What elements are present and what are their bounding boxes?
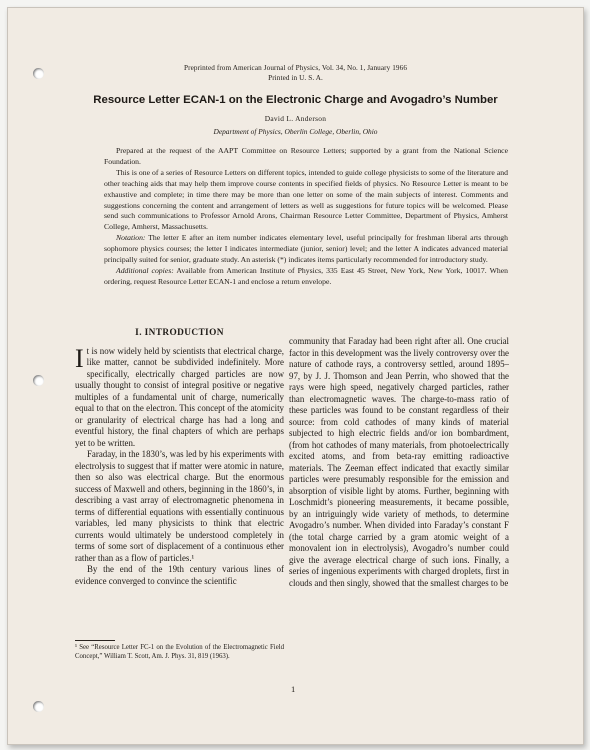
binder-hole — [33, 701, 44, 712]
author-name: David L. Anderson — [264, 114, 327, 123]
paragraph: community that Faraday had been right after all. One crucial factor in this development was the lively controversy over the nature of cathode rays, a controversy settled, around 1895–97, by J. J. Thomson and Jean Perrin, who showed that the rays were high speed, negatively charged particles, rather than electromagnetic waves. The charge-to-mass ratio of these particles was found to be constant regardless of their source: from cold cathodes of many kinds of material subjected to high electric fields and/or ion bombardment, (from hot cathodes of many materials, from photoelectrically excited atoms, and from beta-ray emitting radioactive materials. The Zeeman effect indicated that exactly similar particles were presumably responsible for the emission and absorption of visible light by atoms. Further, beginning with Loschmidt’s pioneering measurements, it became possible, by an intriguingly wide variety of methods, to determine Avogadro’s number. When divided into Faraday’s constant F (the total charge carried by a gram atomic weight of a monovalent ion in electrolysis), Avogadro’s number could give the average electrical charge of such ions. Finally, a series of ingenious experiments with charged droplets, first in clouds and then singly, showed that the smallest charges to be — [289, 336, 509, 588]
footnote-rule — [75, 640, 115, 641]
additional-copies-note — [104, 266, 508, 288]
paragraph: By the end of the 19th century various lines of evidence converged to convince the scientific — [75, 564, 284, 586]
additional-copies-text: Available from American Institute of Physics, 335 East 45 Street, New York, New York, 10017. When ordering, request Resource Letter ECAN-1 and enclose a return envelope. — [104, 265, 508, 286]
right-column — [289, 336, 509, 589]
additional-copies-label: Additional copies: — [116, 265, 174, 275]
document-page — [7, 7, 584, 745]
drop-cap: I — [75, 343, 84, 373]
page-number: 1 — [291, 684, 296, 694]
notation-text: The letter E after an item number indicates elementary level, useful principally for freshman liberal arts through sophomore physics courses; the letter I indicates intermediate (junior, senior) level; and the letter A indicates advanced material principally suited for senior, graduate study. An asterisk (*) indicates items particularly recommended for introductory study. — [104, 233, 508, 265]
notation-note — [104, 233, 508, 266]
intro-block — [104, 146, 508, 288]
printed-line: Printed in U. S. A. — [268, 74, 323, 82]
paragraph: It is now widely held by scientists that electrical charge, like matter, cannot be subdivided indefinitely. More specifically, electrically charged particles are now usually thought to consist of integral positive or negative multiples of a fundamental unit of charge, numerically equal to that on the electron. This concept of the atomicity or granularity of electrical charge has had a long and eventful history, the final chapters of which are perhaps yet to be written. — [75, 343, 284, 448]
left-column — [75, 328, 284, 587]
prepared-note: Prepared at the request of the AAPT Committee on Resource Letters; supported by a grant from the National Science Foundation. — [104, 146, 508, 166]
reprint-line: Preprinted from American Journal of Physics, Vol. 34, No. 1, January 1966 — [183, 64, 408, 72]
series-note: This is one of a series of Resource Letters on different topics, intended to guide college physicists to some of the literature and other teaching aids that may help them improve course contents in specified fields of physics. No Resource Letter is meant to be exhaustive and complete; in time there may be more than one letter on some of the main subjects of interest. Comments and suggestions concerning the content and arrangement of letters as well as suggestions for future topics will be welcomed. Please send such communications to Professor Arnold Arons, Chairman Resource Letter Committee, Department of Physics, Amherst College, Amherst, Massachusetts. — [104, 167, 508, 232]
notation-label: Notation: — [116, 233, 146, 243]
binder-hole — [33, 375, 44, 386]
author-affiliation: Department of Physics, Oberlin College, Oberlin, Ohio — [213, 127, 378, 136]
section-heading: I. INTRODUCTION — [135, 328, 224, 338]
article-title: Resource Letter ECAN-1 on the Electronic Charge and Avogadro’s Number — [93, 94, 498, 106]
footnote: ¹ See “Resource Letter FC-1 on the Evolution of the Electromagnetic Field Concept,” William T. Scott, Am. J. Phys. 31, 819 (1963). — [75, 644, 284, 660]
paragraph: Faraday, in the 1830’s, was led by his experiments with electrolysis to suggest that if matter were atomic in nature, then so also was electrical charge. But the enormous success of Maxwell and others, beginning in the 1860’s, in describing a vast array of electromagnetic phenomena in terms of differential equations with essentially continuous variables, led many physicists to think that electric currents would ultimately be understood completely in terms of some sort of displacement of a continuous ether rather than as a flow of particles.¹ — [75, 449, 284, 563]
